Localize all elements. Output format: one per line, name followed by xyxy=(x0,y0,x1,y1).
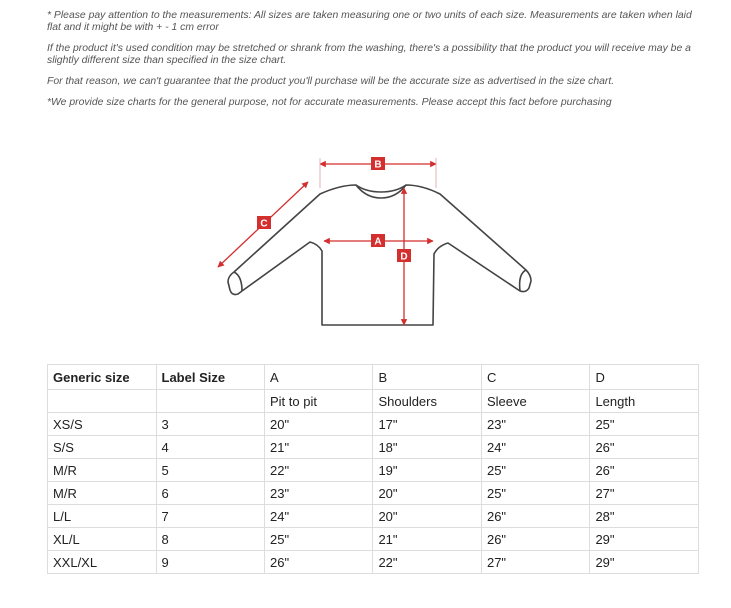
subheader-pit-to-pit: Pit to pit xyxy=(264,390,372,413)
label-d: D xyxy=(400,251,408,263)
cell-a: 24" xyxy=(264,505,372,528)
cell-c: 25" xyxy=(481,482,589,505)
cell-c: 25" xyxy=(481,459,589,482)
cell-c: 26" xyxy=(481,505,589,528)
cell-generic-size: XXL/XL xyxy=(48,551,157,574)
subheader-cell xyxy=(156,390,264,413)
cell-generic-size: L/L xyxy=(48,505,157,528)
cell-b: 18" xyxy=(373,436,482,459)
cell-label-size: 6 xyxy=(156,482,264,505)
sweater-outline xyxy=(228,185,531,325)
header-c: C xyxy=(481,365,589,390)
cell-c: 23" xyxy=(481,413,589,436)
header-label-size: Label Size xyxy=(156,365,264,390)
cell-generic-size: S/S xyxy=(48,436,157,459)
note-used-condition: If the product it's used condition may be stretched or shrank from the washing, there's a possibility that the product you will receive may be a slightly different size than specified in the size chart. xyxy=(47,43,691,66)
cell-label-size: 8 xyxy=(156,528,264,551)
label-c: C xyxy=(260,218,268,230)
header-b: B xyxy=(373,365,482,390)
note-measurement-error: * Please pay attention to the measurements: All sizes are taken measuring one or two units of each size. Measurements are taken when laid flat and it might be with + - 1 cm error xyxy=(47,10,692,33)
cell-a: 25" xyxy=(264,528,372,551)
cell-d: 25" xyxy=(590,413,699,436)
cell-d: 28" xyxy=(590,505,699,528)
note-no-guarantee: For that reason, we can't guarantee that the product you'll purchase will be the accurate size as advertised in the size chart. xyxy=(47,76,615,87)
cell-d: 26" xyxy=(590,459,699,482)
subheader-sleeve: Sleeve xyxy=(481,390,589,413)
measurement-notes xyxy=(47,10,707,118)
cell-generic-size: XS/S xyxy=(48,413,157,436)
table-header-row xyxy=(48,365,699,390)
cell-a: 22" xyxy=(264,459,372,482)
subheader-length: Length xyxy=(590,390,699,413)
header-generic-size: Generic size xyxy=(48,365,157,390)
measure-c-sleeve xyxy=(218,182,308,267)
cell-b: 22" xyxy=(373,551,482,574)
cell-generic-size: XL/L xyxy=(48,528,157,551)
cell-d: 27" xyxy=(590,482,699,505)
cell-a: 20" xyxy=(264,413,372,436)
table-row xyxy=(48,505,699,528)
cell-b: 17" xyxy=(373,413,482,436)
cell-label-size: 7 xyxy=(156,505,264,528)
cell-b: 20" xyxy=(373,482,482,505)
header-d: D xyxy=(590,365,699,390)
cell-b: 21" xyxy=(373,528,482,551)
cell-label-size: 5 xyxy=(156,459,264,482)
cell-label-size: 9 xyxy=(156,551,264,574)
size-chart-table xyxy=(47,364,699,574)
label-b: B xyxy=(374,159,382,171)
cell-b: 20" xyxy=(373,505,482,528)
table-row xyxy=(48,459,699,482)
table-row xyxy=(48,436,699,459)
table-row xyxy=(48,528,699,551)
table-subheader-row xyxy=(48,390,699,413)
cell-a: 23" xyxy=(264,482,372,505)
note-general-purpose: *We provide size charts for the general purpose, not for accurate measurements. Please accept this fact before purchasing xyxy=(47,97,612,108)
measure-b-shoulders xyxy=(320,157,436,188)
cell-a: 26" xyxy=(264,551,372,574)
cell-d: 29" xyxy=(590,528,699,551)
label-a: A xyxy=(374,236,382,248)
sweater-measurement-diagram xyxy=(200,148,540,338)
cell-label-size: 3 xyxy=(156,413,264,436)
cell-generic-size: M/R xyxy=(48,482,157,505)
cell-c: 27" xyxy=(481,551,589,574)
table-row xyxy=(48,413,699,436)
cell-a: 21" xyxy=(264,436,372,459)
header-a: A xyxy=(264,365,372,390)
cell-d: 26" xyxy=(590,436,699,459)
table-row xyxy=(48,482,699,505)
subheader-cell xyxy=(48,390,157,413)
cell-generic-size: M/R xyxy=(48,459,157,482)
measure-d-length xyxy=(397,188,411,325)
cell-label-size: 4 xyxy=(156,436,264,459)
table-row xyxy=(48,551,699,574)
subheader-shoulders: Shoulders xyxy=(373,390,482,413)
cell-d: 29" xyxy=(590,551,699,574)
measure-a-pit-to-pit xyxy=(324,234,433,248)
cell-c: 24" xyxy=(481,436,589,459)
cell-b: 19" xyxy=(373,459,482,482)
cell-c: 26" xyxy=(481,528,589,551)
